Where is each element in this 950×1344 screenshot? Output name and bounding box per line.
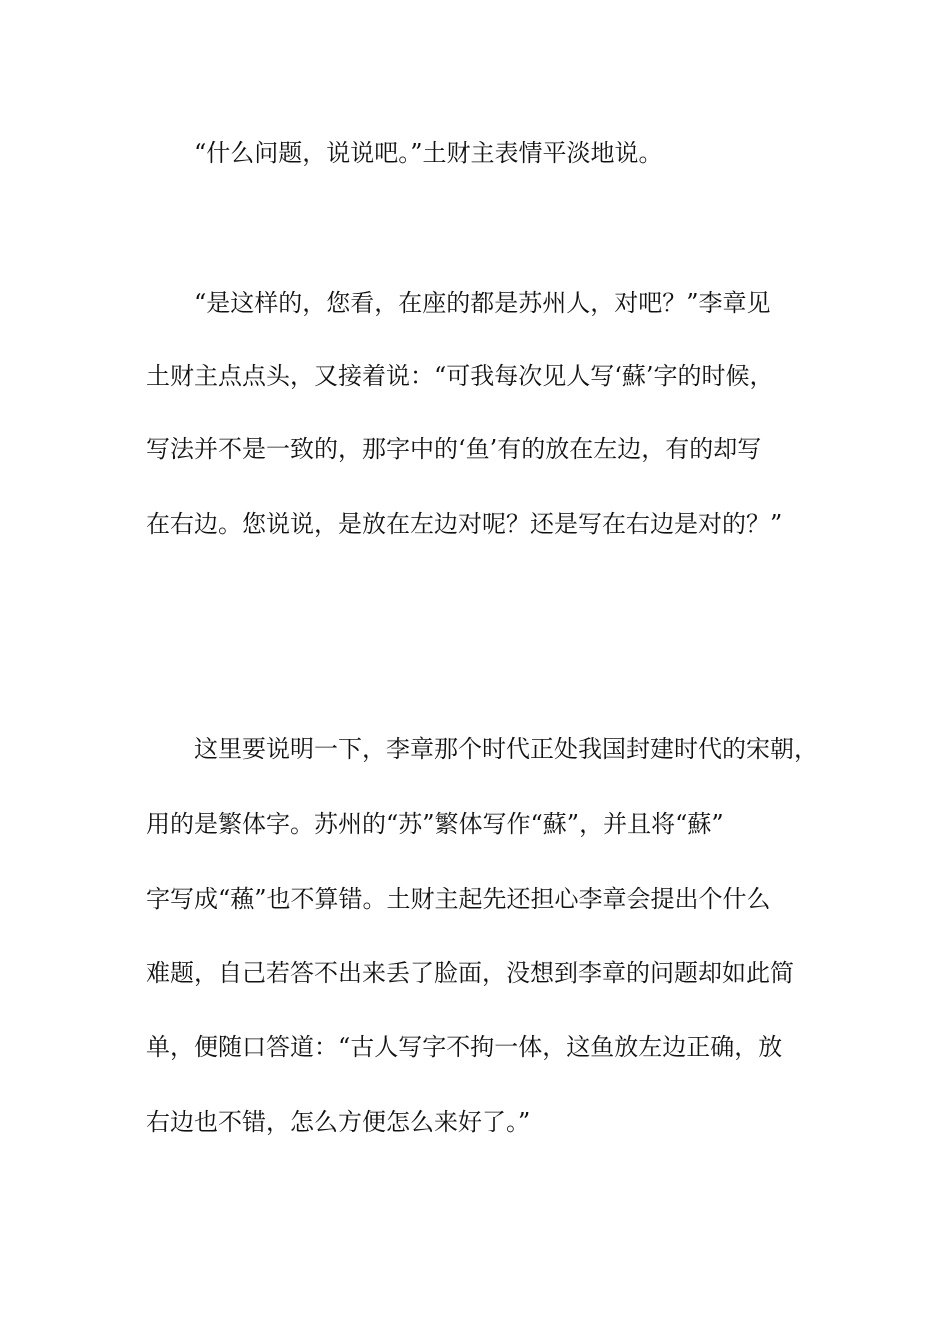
- paragraph-line: “是这样的，您看，在座的都是苏州人，对吧？”李章见: [194, 289, 771, 317]
- paragraph-line: “什么问题，说说吧。”土财主表情平淡地说。: [194, 139, 663, 167]
- paragraph-line: 写法并不是一致的，那字中的‘鱼’有的放在左边，有的却写: [146, 435, 762, 463]
- paragraph-line: 这里要说明一下，李章那个时代正处我国封建时代的宋朝，: [194, 735, 818, 763]
- paragraph-line: 难题，自己若答不出来丢了脸面，没想到李章的问题却如此简: [146, 959, 794, 987]
- paragraph-line: 在右边。您说说，是放在左边对呢？还是写在右边是对的？”: [146, 510, 783, 538]
- paragraph-line: 字写成“蘓”也不算错。土财主起先还担心李章会提出个什么: [146, 885, 771, 913]
- paragraph-line: 右边也不错，怎么方便怎么来好了。”: [146, 1108, 531, 1136]
- paragraph-line: 用的是繁体字。苏州的“苏”繁体写作“蘇”，并且将“蘇”: [146, 810, 724, 838]
- paragraph-line: 土财主点点头，又接着说：“可我每次见人写‘蘇’字的时候，: [146, 362, 774, 390]
- paragraph-line: 单，便随口答道：“古人写字不拘一体，这鱼放左边正确，放: [146, 1033, 783, 1061]
